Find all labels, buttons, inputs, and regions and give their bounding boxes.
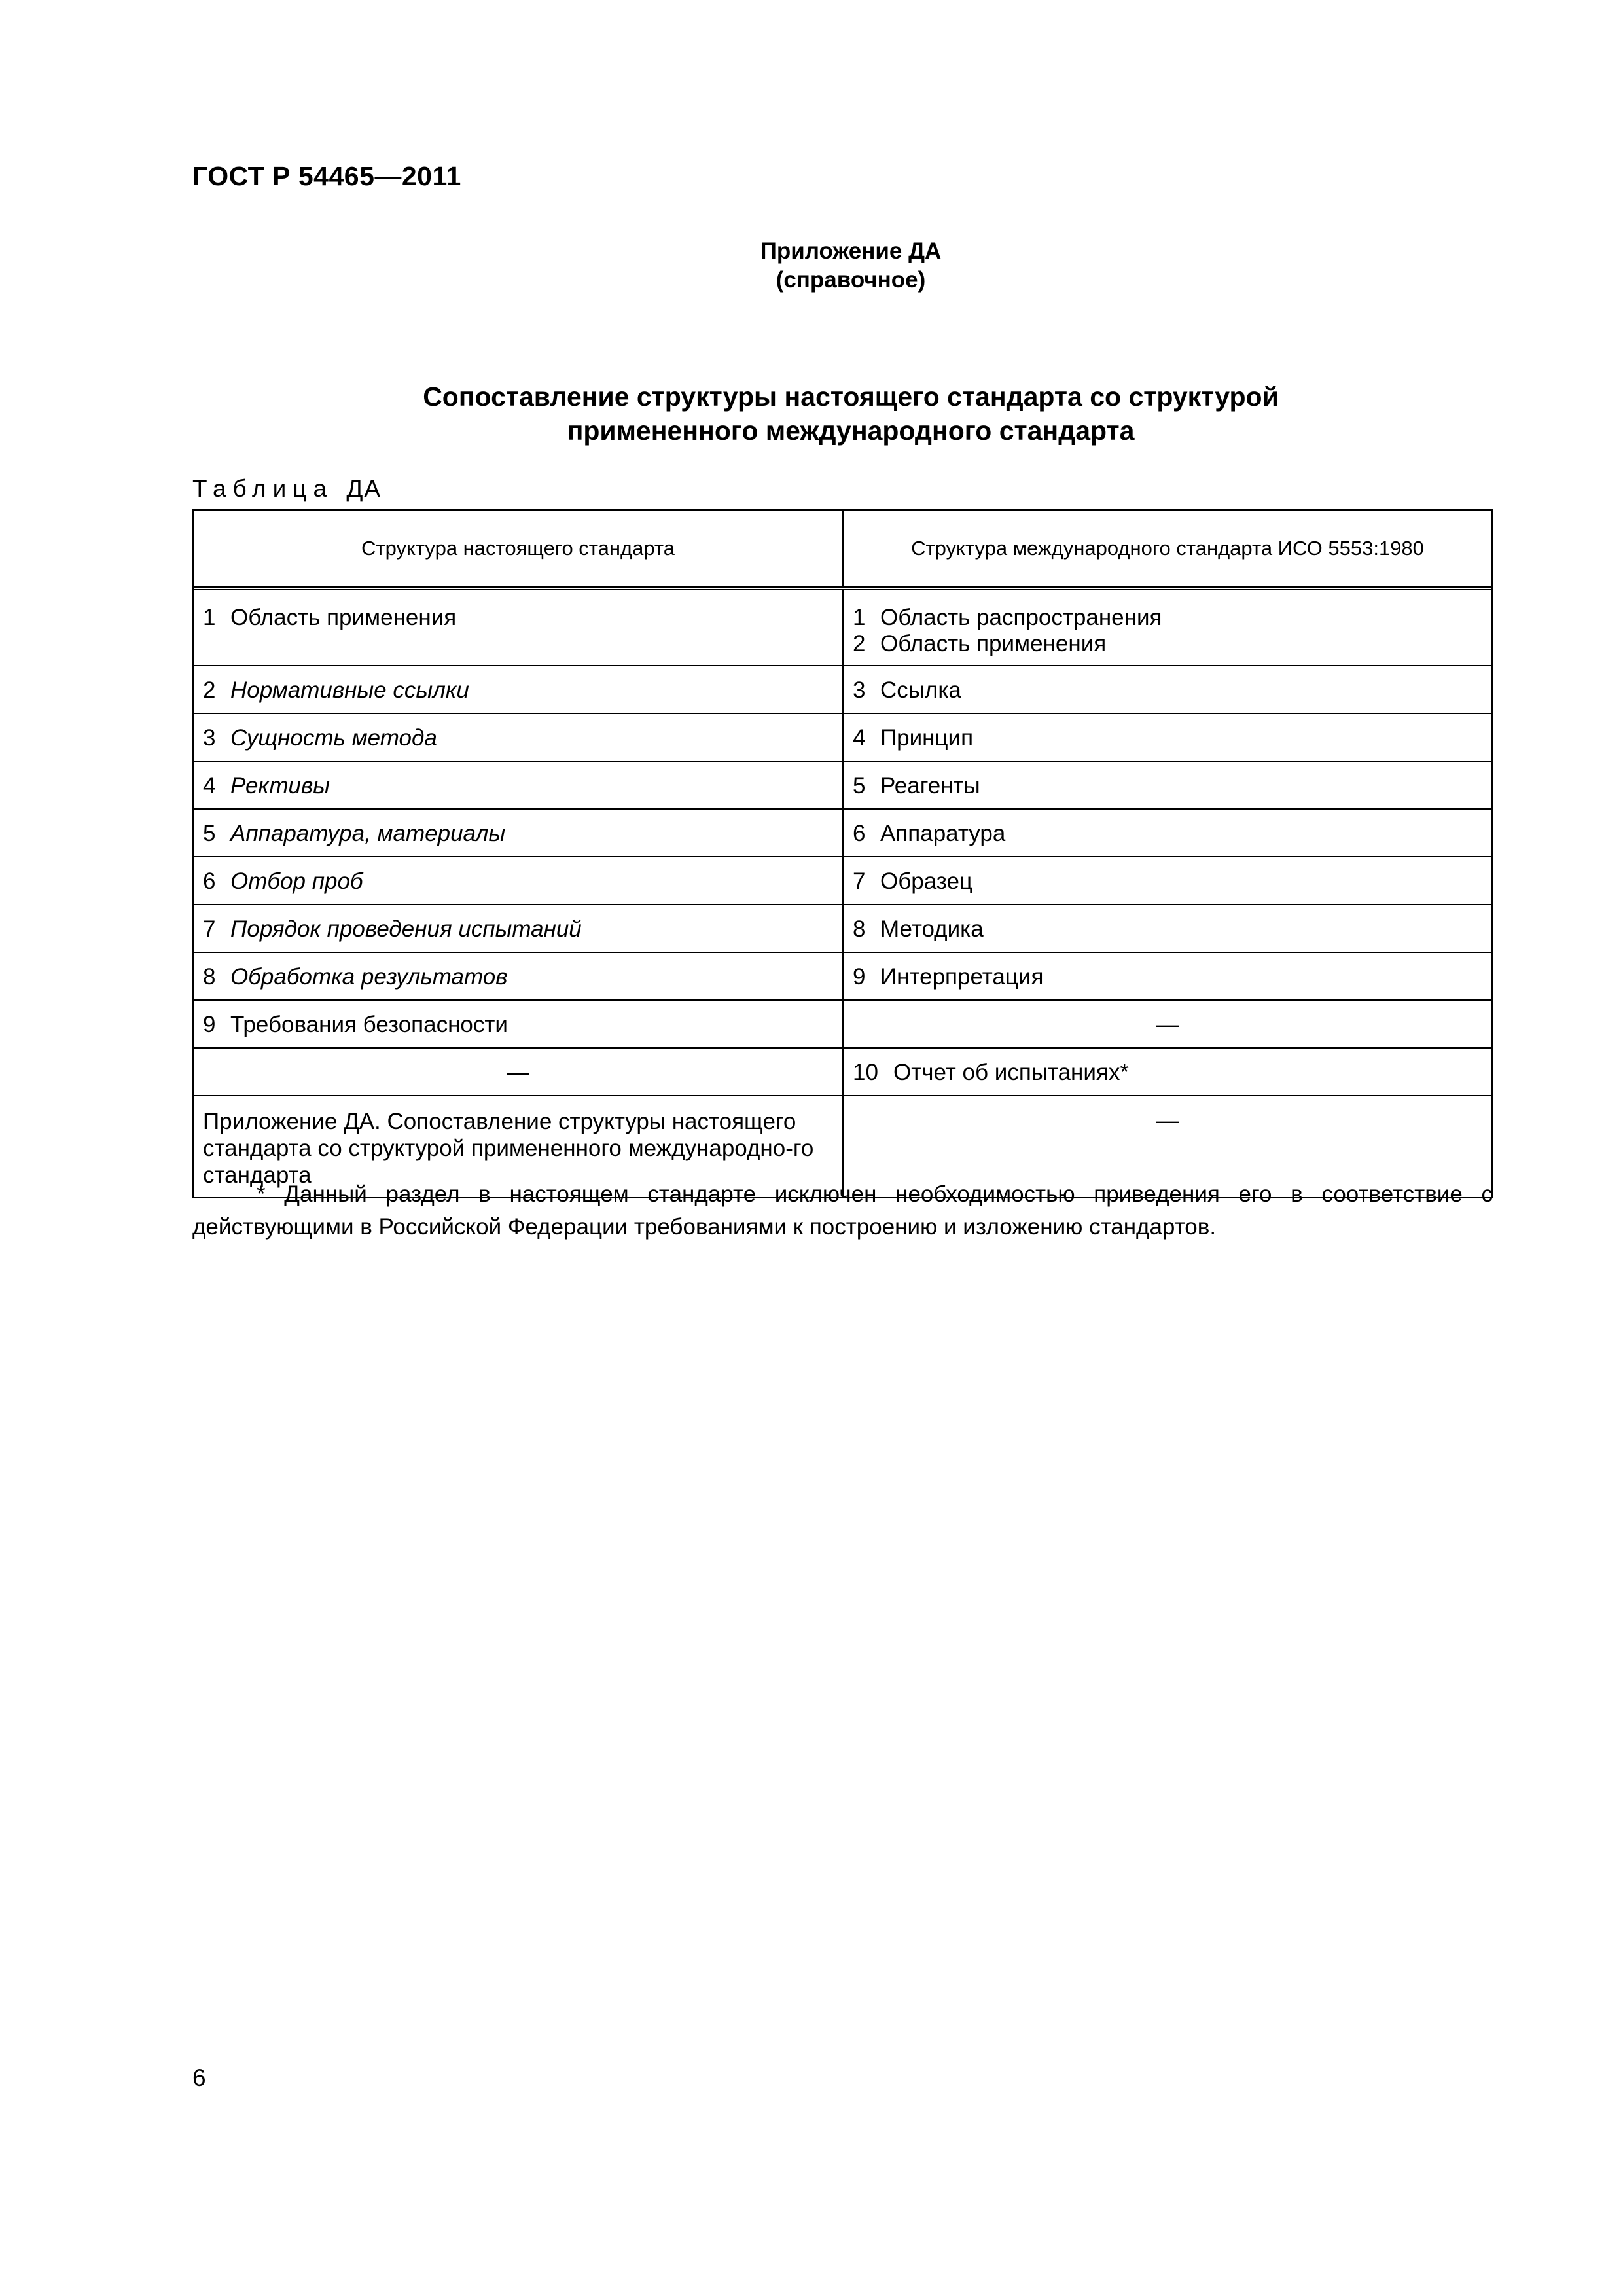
table-row (194, 665, 1491, 713)
section-title (0, 380, 1623, 448)
table-caption-id: ДА (346, 475, 382, 502)
item-text: Аппаратура (880, 821, 1006, 846)
table-cell-right (844, 810, 1491, 856)
item-text: Отбор проб (230, 869, 363, 894)
item-number: 9 (853, 964, 866, 990)
table-row (194, 1047, 1491, 1095)
item-number: 4 (853, 725, 866, 751)
table-row (194, 590, 1491, 665)
document-code: ГОСТ Р 54465—2011 (192, 161, 461, 191)
list-item (853, 605, 1482, 631)
table-cell-left (194, 953, 844, 999)
item-text: Нормативные ссылки (230, 677, 469, 703)
item-text: Область применения (880, 631, 1107, 656)
table-caption (192, 475, 382, 503)
item-number: 7 (853, 869, 866, 894)
table-cell-left (194, 762, 844, 808)
table-row (194, 999, 1491, 1047)
table-cell-right (844, 1049, 1491, 1095)
table-cell-left (194, 905, 844, 952)
item-number: 2 (853, 631, 866, 656)
table-caption-label: Таблица (192, 475, 334, 502)
table-header-cell: Структура настоящего стандарта (194, 511, 844, 586)
table-cell-right (844, 666, 1491, 713)
table-cell-left (194, 590, 844, 665)
annex-type: (справочное) (776, 267, 926, 293)
item-number: 2 (203, 677, 216, 703)
item-text: Аппаратура, материалы (230, 821, 506, 846)
item-text: Отчет об испытаниях* (893, 1060, 1129, 1085)
item-number: 10 (853, 1060, 878, 1085)
table-cell-right (844, 905, 1491, 952)
page-number: 6 (192, 2064, 206, 2091)
item-text: Методика (880, 916, 984, 942)
item-number: 8 (853, 916, 866, 942)
table-row (194, 904, 1491, 952)
table-cell-right (844, 953, 1491, 999)
table-row (194, 761, 1491, 808)
table-cell-left (194, 714, 844, 761)
item-number: 5 (853, 773, 866, 798)
item-number: 4 (203, 773, 216, 798)
table-row (194, 856, 1491, 904)
section-title-line-1: Сопоставление структуры настоящего стандарта со структурой (423, 382, 1279, 412)
item-number: 8 (203, 964, 216, 990)
table-cell-right (844, 714, 1491, 761)
item-text: Область применения (230, 605, 457, 630)
table-row (194, 952, 1491, 999)
item-text: Сущность метода (230, 725, 437, 751)
table-header-row (194, 511, 1491, 590)
list-item (853, 631, 1482, 657)
item-number: 1 (203, 605, 216, 630)
item-text: Обработка результатов (230, 964, 508, 990)
item-text: Требования безопасности (230, 1012, 508, 1037)
table-footnote: * Данный раздел в настоящем стандарте исключен необходимостью приведения его в соответствие с действующими в Российской Федерации требованиями к построению и изложению стандартов. (192, 1181, 1493, 1240)
item-text: Порядок проведения испытаний (230, 916, 582, 942)
item-number: 7 (203, 916, 216, 942)
item-number: 6 (853, 821, 866, 846)
table-row (194, 808, 1491, 856)
item-number: 3 (203, 725, 216, 751)
table-cell-left (194, 810, 844, 856)
item-number: 9 (203, 1012, 216, 1037)
table-header-cell: Структура международного стандарта ИСО 5553:1980 (911, 537, 1424, 560)
table-cell-left (194, 666, 844, 713)
item-number: 3 (853, 677, 866, 703)
item-text: Область распространения (880, 605, 1162, 630)
table-cell-left: Приложение ДА. Сопоставление структуры настоящего стандарта со структурой примененного международно-го стандарта (194, 1096, 844, 1197)
table-cell-right-empty: — (1156, 1108, 1179, 1134)
item-number: 6 (203, 869, 216, 894)
item-text: Интерпретация (880, 964, 1044, 990)
item-number: 1 (853, 605, 866, 630)
table-cell-right-empty: — (1156, 1012, 1179, 1037)
section-title-line-2: примененного международного стандарта (567, 416, 1135, 446)
table-cell-left-empty: — (194, 1049, 844, 1095)
table-cell-right (844, 762, 1491, 808)
item-number: 5 (203, 821, 216, 846)
table-cell-right (844, 590, 1491, 665)
item-text: Рективы (230, 773, 330, 798)
item-text: Ссылка (880, 677, 961, 703)
annex-title: Приложение ДА (760, 238, 942, 264)
table-cell-left (194, 857, 844, 904)
table-row (194, 713, 1491, 761)
item-text: Реагенты (880, 773, 980, 798)
item-text: Образец (880, 869, 972, 894)
item-text: Принцип (880, 725, 974, 751)
table-cell-left (194, 1001, 844, 1047)
comparison-table (192, 509, 1493, 1198)
table-cell-right (844, 857, 1491, 904)
